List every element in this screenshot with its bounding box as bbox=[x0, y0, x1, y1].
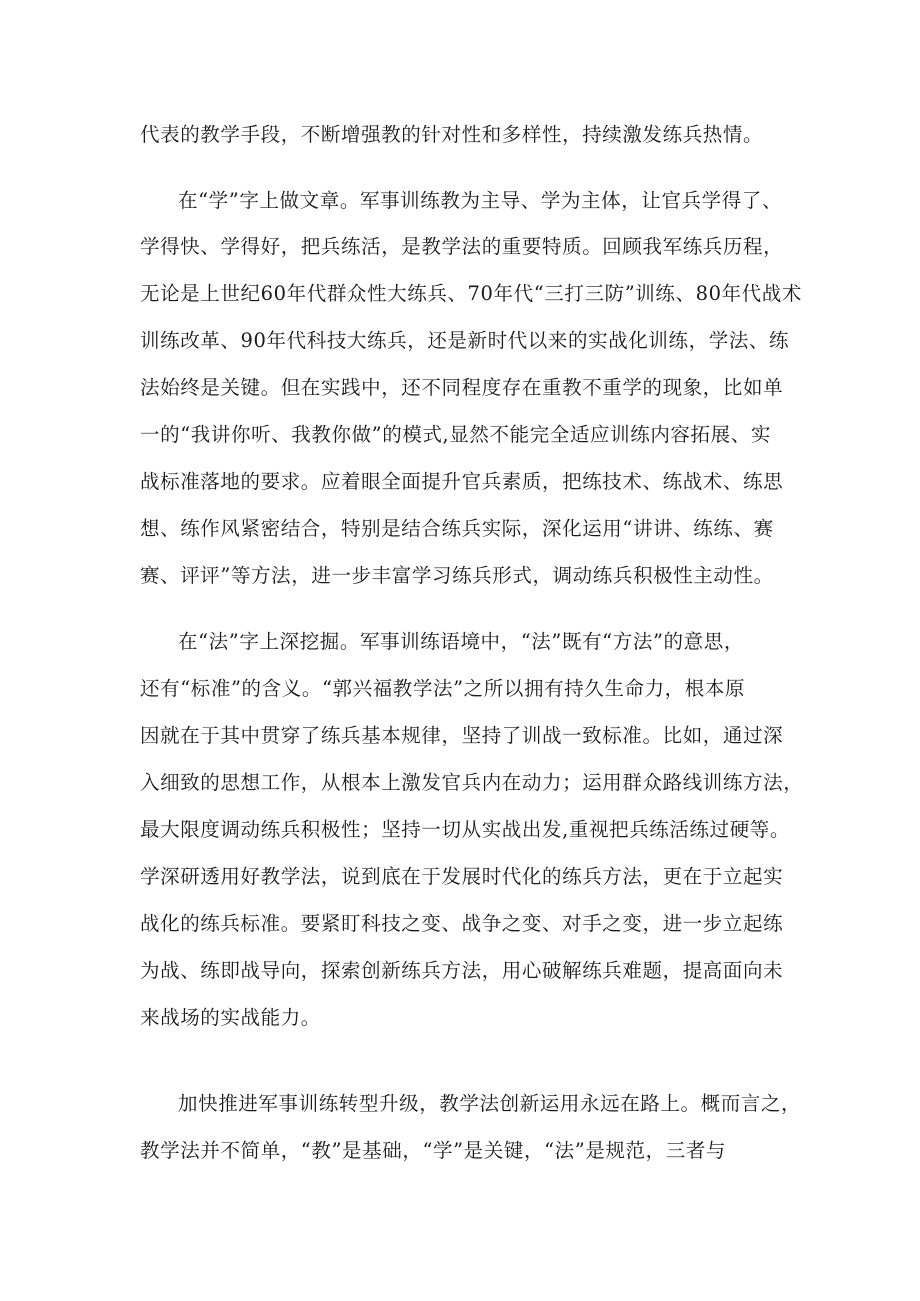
text-line: 无论是上世纪60年代群众性大练兵、70年代“三打三防”训练、80年代战术 bbox=[140, 282, 802, 305]
text-line: 为战、练即战导向，探索创新练兵方法，用心破解练兵难题，提高面向未 bbox=[140, 959, 784, 982]
text-line: 还有“标准”的含义。“郭兴福教学法”之所以拥有持久生命力，根本原 bbox=[140, 677, 746, 700]
text-line: 法始终是关键。但在实践中，还不同程度存在重教不重学的现象，比如单 bbox=[140, 376, 784, 399]
text-line: 教学法并不简单，“教”是基础，“学”是关键，“法”是规范，三者与 bbox=[140, 1139, 727, 1162]
text-line: 学得快、学得好，把兵练活，是教学法的重要特质。回顾我军练兵历程， bbox=[140, 235, 784, 258]
text-line: 最大限度调动练兵积极性；坚持一切从实战出发,重视把兵练活练过硬等。 bbox=[140, 818, 790, 841]
text-line: 一的“我讲你听、我教你做”的模式,显然不能完全适应训练内容拓展、实 bbox=[140, 423, 771, 446]
paragraph-start-line: 在“法”字上深挖掘。军事训练语境中，“法”既有“方法”的意思， bbox=[178, 630, 744, 653]
text-line: 因就在于其中贯穿了练兵基本规律，坚持了训战一致标准。比如，通过深 bbox=[140, 724, 784, 747]
text-line: 想、练作风紧密结合，特别是结合练兵实际，深化运用“讲讲、练练、赛 bbox=[140, 517, 774, 540]
text-line: 战化的练兵标准。要紧盯科技之变、战争之变、对手之变，进一步立起练 bbox=[140, 912, 784, 935]
text-line: 赛、评评”等方法，进一步丰富学习练兵形式，调动练兵积极性主动性。 bbox=[140, 564, 774, 587]
text-line: 训练改革、90年代科技大练兵，还是新时代以来的实战化训练，学法、练 bbox=[140, 329, 790, 352]
text-line: 战标准落地的要求。应着眼全面提升官兵素质，把练技术、练战术、练思 bbox=[140, 470, 784, 493]
text-line: 代表的教学手段，不断增强教的针对性和多样性，持续激发练兵热情。 bbox=[140, 123, 764, 146]
text-line: 来战场的实战能力。 bbox=[140, 1006, 321, 1029]
text-line: 入细致的思想工作，从根本上激发官兵内在动力；运用群众路线训练方法， bbox=[140, 771, 804, 794]
text-line: 学深研透用好教学法，说到底在于发展时代化的练兵方法，更在于立起实 bbox=[140, 865, 784, 888]
paragraph-start-line: 加快推进军事训练转型升级，教学法创新运用永远在路上。概而言之， bbox=[178, 1092, 802, 1115]
paragraph-start-line: 在“学”字上做文章。军事训练教为主导、学为主体，让官兵学得了、 bbox=[178, 189, 783, 212]
